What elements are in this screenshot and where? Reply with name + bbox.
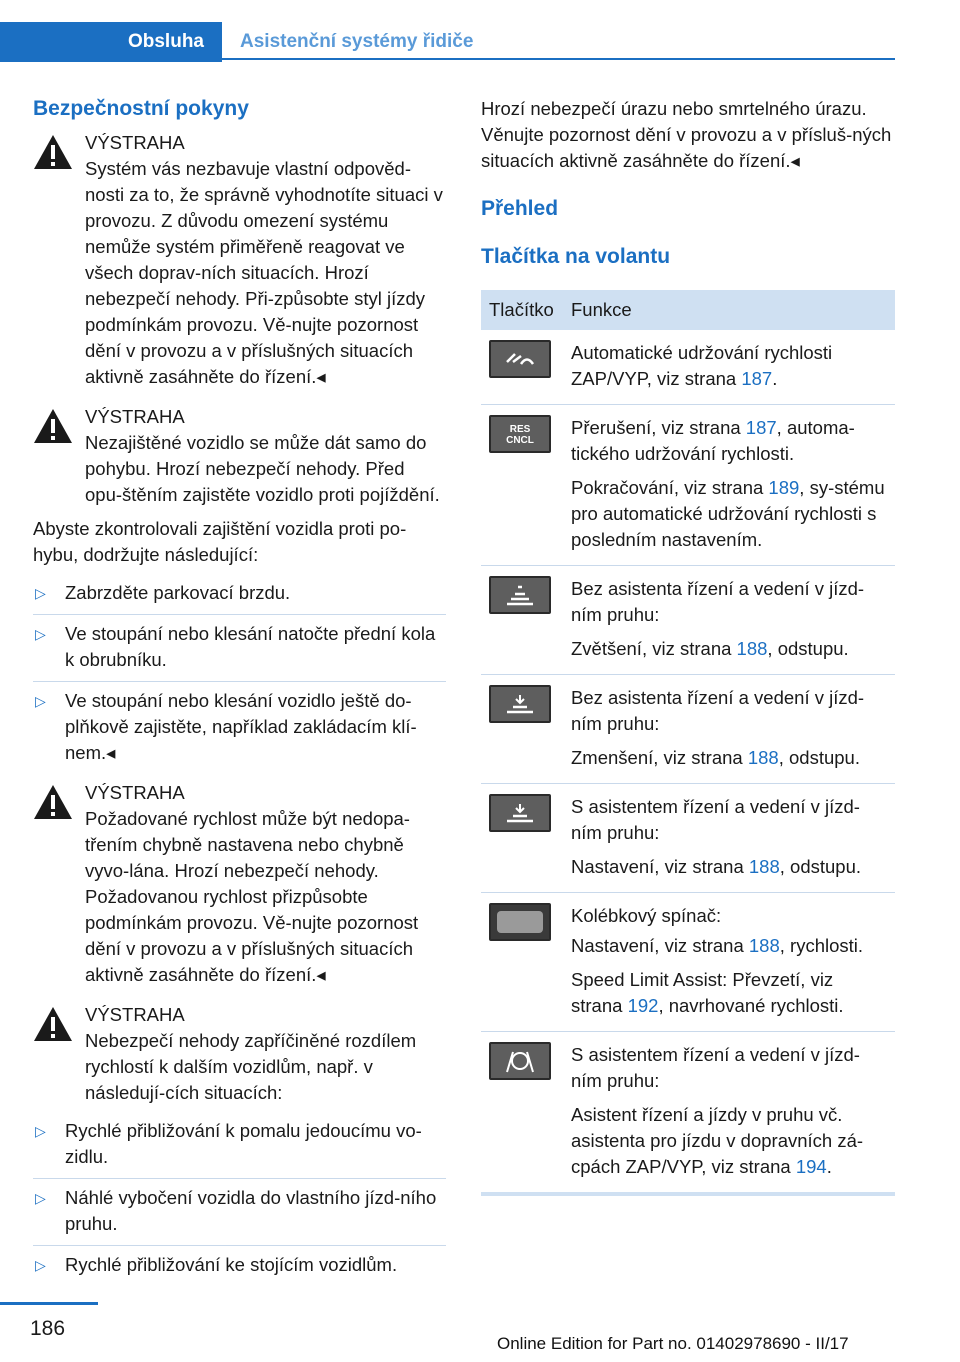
table-header-row (481, 290, 895, 330)
warning-text: Nebezpečí nehody zapříčiněné rozdílem rychlostí k dalším vozidlům, např. v následují-cích situacích: (85, 1030, 417, 1103)
warning-title: VÝSTRAHA (85, 1004, 185, 1025)
function-text: Speed Limit Assist: Převzetí, viz strana 192, navrhované rychlosti. (571, 969, 844, 1016)
warning-block-3 (33, 780, 446, 988)
function-text: Asistent řízení a jízdy v pruhu vč. asistenta pro jízdu v dopravních zá-cpách ZAP/VYP, viz strana 194. (571, 1104, 864, 1177)
safety-heading: Bezpečnostní pokyny (33, 97, 249, 120)
table-row (481, 784, 895, 893)
paragraph: Abyste zkontrolovali zajištění vozidla proti po-hybu, dodržujte následující: (33, 518, 407, 565)
right-column (481, 96, 894, 1196)
warning-icon (33, 408, 73, 444)
page-link[interactable]: 187 (745, 417, 777, 438)
list-item: ▷ Náhlé vybočení vozidla do vlastního jízd-ního pruhu. (33, 1179, 446, 1246)
function-text: Pokračování, viz strana 189, sy-stému pro automatické udržování rychlosti s posledním nastavením. (571, 477, 885, 550)
page-header (0, 22, 895, 62)
triangle-bullet-icon: ▷ (35, 1123, 46, 1139)
left-column (33, 96, 446, 1286)
table-row (481, 330, 895, 405)
footer-rule (0, 1302, 98, 1305)
function-text: Zmenšení, viz strana 188, odstupu. (571, 747, 860, 768)
edition-note: Online Edition for Part no. 01402978690 - II/17 (497, 1334, 849, 1353)
warning-block-4 (33, 1002, 446, 1106)
list-item: ▷ Rychlé přibližování ke stojícím vozidlům. (33, 1246, 446, 1286)
warning-title: VÝSTRAHA (85, 406, 185, 427)
table-row (481, 675, 895, 784)
function-text: Bez asistenta řízení a vedení v jízd-ním pruhu: (571, 687, 865, 734)
bullet-list-1 (33, 574, 446, 774)
triangle-bullet-icon: ▷ (35, 626, 46, 642)
column-header-button: Tlačítko (481, 290, 563, 330)
warning-title: VÝSTRAHA (85, 132, 185, 153)
warning-text: Požadované rychlost může být nedopa-třením chybně nastavena nebo chybně vyvo-lána. Hrozí nebezpečí nehody. Požadovanou rychlost přizpůsobte podmínkám provozu. Vě-nujte pozornost dění v provozu a v příslušných situacích aktivně zasáhněte do řízení.◂ (85, 808, 419, 985)
page-link[interactable]: 188 (748, 935, 780, 956)
triangle-bullet-icon: ▷ (35, 1257, 46, 1273)
steering-buttons-heading: Tlačítka na volantu (481, 245, 671, 268)
warning-title: VÝSTRAHA (85, 782, 185, 803)
page-link[interactable]: 188 (736, 638, 768, 659)
warning-text: Systém vás nezbavuje vlastní odpověd-nosti za to, že správně vyhodnotíte situaci v provozu. Z důvodu omezení systému nemůže systém přiměřeně reagovat ve všech doprav-ních situacích. Hrozí nebezpečí nehody. Při-způsobte styl jízdy podmínkám provozu. Vě-nujte pozornost dění v provozu a v příslušných situacích aktivně zasáhněte do řízení.◂ (85, 158, 443, 387)
res-cncl-label: RES CNCL (506, 424, 534, 446)
page-number: 186 (30, 1317, 66, 1340)
warning-icon (33, 134, 73, 170)
function-text: S asistentem řízení a vedení v jízd-ním pruhu: (571, 1044, 860, 1091)
function-text: Přerušení, viz strana 187, automa-tického udržování rychlosti. (571, 417, 855, 464)
function-text: Bez asistenta řízení a vedení v jízd-ním pruhu: (571, 578, 865, 625)
overview-heading: Přehled (481, 197, 559, 220)
steering-assist-icon (489, 1042, 551, 1080)
list-item: ▷ Zabrzděte parkovací brzdu. (33, 574, 446, 615)
page-link[interactable]: 189 (768, 477, 800, 498)
function-text: Zvětšení, viz strana 188, odstupu. (571, 638, 849, 659)
table-row (481, 405, 895, 566)
page-link[interactable]: 188 (748, 856, 780, 877)
page-link[interactable]: 192 (627, 995, 659, 1016)
function-text: Kolébkový spínač: (571, 905, 722, 926)
page-link[interactable]: 188 (747, 747, 779, 768)
table-row (481, 893, 895, 1032)
res-cncl-icon (489, 415, 551, 453)
distance-increase-icon (489, 576, 551, 614)
column-header-function: Funkce (563, 290, 895, 330)
speed-control-icon (489, 340, 551, 378)
triangle-bullet-icon: ▷ (35, 585, 46, 601)
list-item: ▷ Ve stoupání nebo klesání vozidlo ještě do-plňkově zajistěte, například zakládacím klí-nem.◂ (35, 690, 417, 763)
page-link[interactable]: 194 (795, 1156, 827, 1177)
section-tab-asistencni: Asistenční systémy řidiče (222, 22, 895, 60)
list-item: ▷ Rychlé přibližování k pomalu jedoucímu vo-zidlu. (33, 1112, 446, 1179)
intro-text: Hrozí nebezpečí úrazu nebo smrtelného úrazu. Věnujte pozornost dění v provozu a v přísluš-ných situacích aktivně zasáhněte do řízení.◂ (481, 98, 892, 171)
bullet-list-2 (33, 1112, 446, 1286)
function-text: Nastavení, viz strana 188, odstupu. (571, 856, 862, 877)
function-text: Automatické udržování rychlosti ZAP/VYP, viz strana 187. (571, 342, 833, 389)
function-text: Nastavení, viz strana 188, rychlosti. (571, 935, 864, 956)
table-row (481, 566, 895, 675)
warning-block-1 (33, 130, 446, 390)
buttons-table (481, 290, 895, 1196)
triangle-bullet-icon: ▷ (35, 693, 46, 709)
section-tab-obsluha: Obsluha (0, 22, 222, 62)
distance-set-icon (489, 794, 551, 832)
warning-icon (33, 784, 73, 820)
warning-text: Nezajištěné vozidlo se může dát samo do pohybu. Hrozí nebezpečí nehody. Před opu-štěním zajistěte vozidlo proti pojíždění. (85, 432, 440, 505)
rocker-switch-icon (489, 903, 551, 941)
distance-decrease-icon (489, 685, 551, 723)
function-text: S asistentem řízení a vedení v jízd-ním pruhu: (571, 796, 860, 843)
table-row (481, 1032, 895, 1195)
warning-icon (33, 1006, 73, 1042)
list-item: ▷ Ve stoupání nebo klesání natočte přední kola k obrubníku. (33, 615, 446, 682)
page-link[interactable]: 187 (741, 368, 773, 389)
triangle-bullet-icon: ▷ (35, 1190, 46, 1206)
warning-block-2 (33, 404, 446, 508)
